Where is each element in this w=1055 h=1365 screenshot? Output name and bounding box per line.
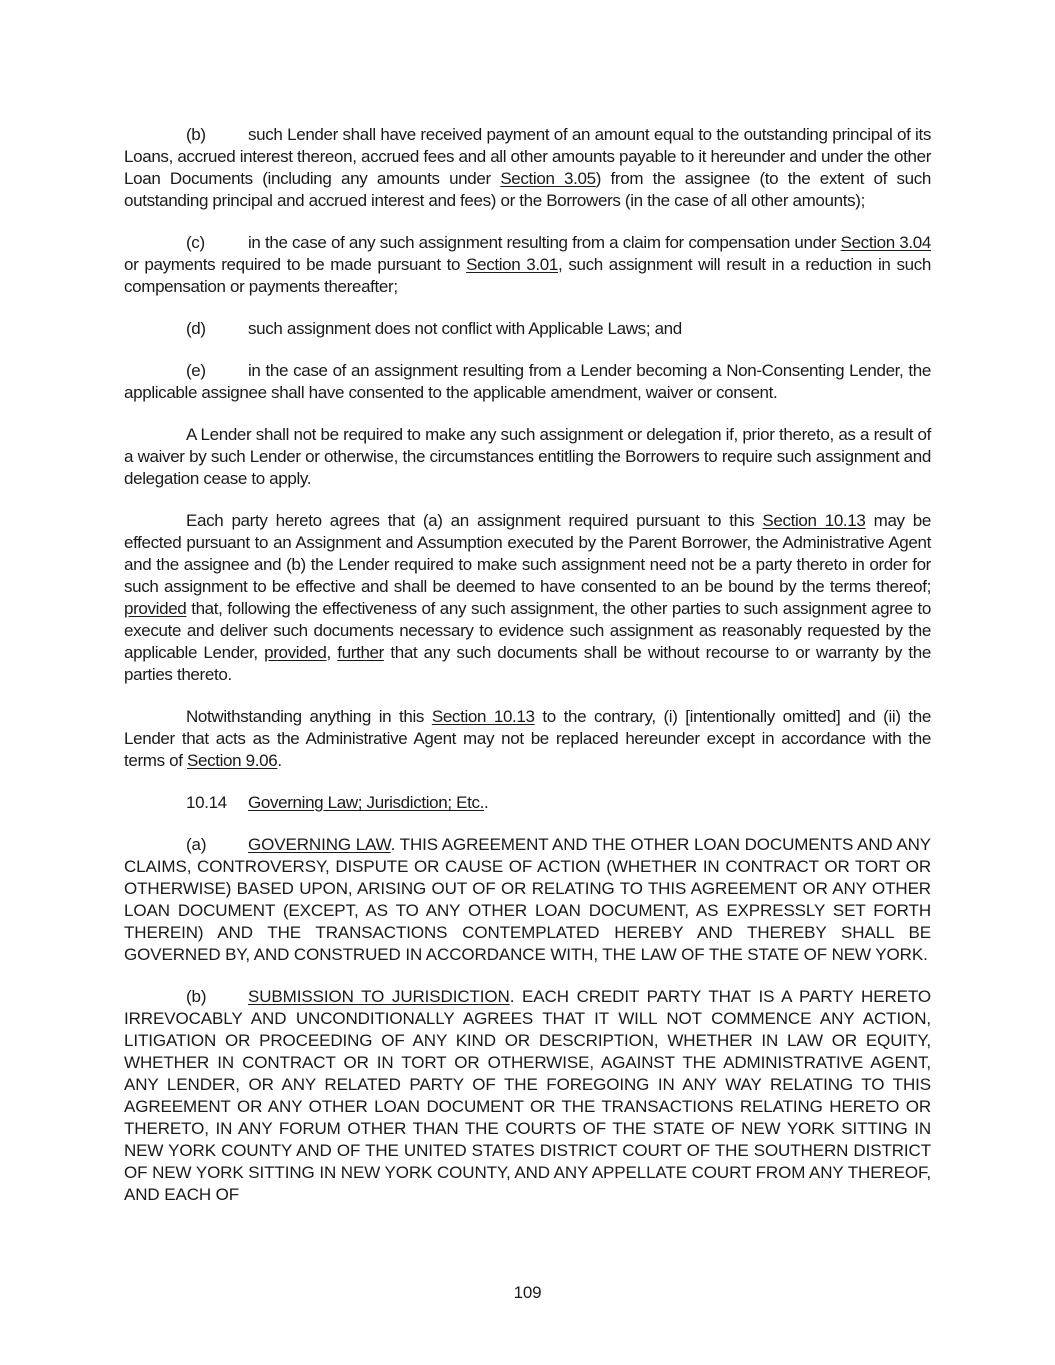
paragraph-d-applicable-laws: [124, 318, 931, 340]
paragraph-c-compensation: [124, 232, 931, 298]
paragraph-text: Each party hereto agrees that (a) an assignment required pursuant to this: [186, 511, 763, 530]
paragraph-text: .: [277, 751, 282, 770]
paragraph-text: . EACH CREDIT PARTY THAT IS A PARTY HERETO IRREVOCABLY AND UNCONDITIONALLY AGREES THAT IT WILL NOT COMMENCE ANY ACTION, LITIGATION OR PROCEEDING OF ANY KIND OR DESCRIPTION, WHETHER IN LAW OR EQUITY, WHETHER IN CONTRACT OR IN TORT OR OTHERWISE, AGAINST THE ADMINISTRATIVE AGENT, ANY LENDER, OR ANY RELATED PARTY OF THE FOREGOING IN ANY WAY RELATING TO THIS AGREEMENT OR ANY OTHER LOAN DOCUMENT OR THE TRANSACTIONS RELATING HERETO OR THERETO, IN ANY FORUM OTHER THAN THE COURTS OF THE STATE OF NEW YORK SITTING IN NEW YORK COUNTY AND OF THE UNITED STATES DISTRICT COURT OF THE SOUTHERN DISTRICT OF NEW YORK SITTING IN NEW YORK COUNTY, AND ANY APPELLATE COURT FROM ANY THEREOF, AND EACH OF: [124, 987, 931, 1204]
clause-label: (c): [186, 233, 205, 252]
defined-term: provided: [124, 599, 187, 618]
paragraph-text: that, following the effectiveness of any such assignment, the other parties to such assignment agree to execute and deliver such documents necessary to evidence such assignment as reasonably requested by the applicable Lender,: [124, 599, 931, 662]
paragraph-notwithstanding: [124, 706, 931, 772]
section-reference: Section 10.13: [431, 707, 535, 726]
paragraph-text: A Lender shall not be required to make any such assignment or delegation if, prior thereto, as a result of a waiver by such Lender or otherwise, the circumstances entitling the Borrowers to require such assignment and delegation cease to apply.: [124, 425, 931, 488]
paragraph-a-governing-law: [124, 834, 931, 966]
document-page: [124, 124, 931, 1226]
paragraph-text: , such assignment will result in a reduction in such compensation or payments thereafter;: [124, 255, 931, 296]
paragraph-text: in the case of any such assignment resulting from a claim for compensation under: [248, 233, 841, 252]
defined-term: further: [337, 643, 384, 662]
paragraph-text: to the contrary, (i) [intentionally omitted] and (ii) the Lender that acts as the Administrative Agent may not be replaced hereunder except in accordance with the terms of: [124, 707, 931, 770]
paragraph-text: . THIS AGREEMENT AND THE OTHER LOAN DOCUMENTS AND ANY CLAIMS, CONTROVERSY, DISPUTE OR CAUSE OF ACTION (WHETHER IN CONTRACT OR TORT OR OTHERWISE) BASED UPON, ARISING OUT OF OR RELATING TO THIS AGREEMENT OR ANY OTHER LOAN DOCUMENT (EXCEPT, AS TO ANY OTHER LOAN DOCUMENT, AS EXPRESSLY SET FORTH THEREIN) AND THE TRANSACTIONS CONTEMPLATED HEREBY AND THEREBY SHALL BE GOVERNED BY, AND CONSTRUED IN ACCORDANCE WITH, THE LAW OF THE STATE OF NEW YORK.: [124, 835, 931, 964]
section-heading-10-14: [124, 792, 931, 814]
section-reference: Section 10.13: [762, 511, 866, 530]
clause-label: (d): [186, 319, 206, 338]
paragraph-text: ) from the assignee (to the extent of such outstanding principal and accrued interest and fees) or the Borrowers (in the case of all other amounts);: [124, 169, 931, 210]
clause-heading: GOVERNING LAW: [248, 835, 391, 854]
clause-label: (b): [186, 125, 206, 144]
section-number: 10.14: [186, 793, 227, 812]
section-reference: Section 3.05: [500, 169, 596, 188]
paragraph-text: that any such documents shall be without recourse to or warranty by the parties thereto.: [124, 643, 932, 684]
clause-label: (b): [186, 987, 207, 1006]
paragraph-b-submission-jurisdiction: [124, 986, 931, 1206]
paragraph-text: in the case of an assignment resulting from a Lender becoming a Non-Consenting Lender, the applicable assignee shall have consented to the applicable amendment, waiver or consent.: [124, 361, 931, 402]
paragraph-text: Notwithstanding anything in this: [186, 707, 432, 726]
paragraph-e-non-consenting: [124, 360, 931, 404]
section-title-trail: .: [484, 793, 489, 812]
paragraph-each-party: [124, 510, 931, 686]
page-number: 109: [513, 1283, 542, 1302]
paragraph-b-payment: [124, 124, 931, 212]
paragraph-text: such Lender shall have received payment of an amount equal to the outstanding principal of its Loans, accrued interest thereon, accrued fees and all other amounts payable to it hereunder and under the other Loan Documents (including any amounts under: [124, 125, 931, 188]
paragraph-text: may be effected pursuant to an Assignment and Assumption executed by the Parent Borrower, the Administrative Agent and the assignee and (b) the Lender required to make such assignment need not be a party thereto in order for such assignment to be effective and shall be deemed to have consented to an be bound by the terms thereof;: [124, 511, 932, 596]
paragraph-text: ,: [326, 643, 338, 662]
section-reference: Section 3.04: [840, 233, 931, 252]
clause-label: (e): [186, 361, 206, 380]
defined-term: provided: [264, 643, 327, 662]
paragraph-text: or payments required to be made pursuant to: [124, 255, 467, 274]
section-title: Governing Law; Jurisdiction; Etc.: [248, 793, 485, 812]
section-reference: Section 3.01: [466, 255, 558, 274]
clause-label: (a): [186, 835, 207, 854]
section-reference: Section 9.06: [186, 751, 278, 770]
paragraph-text: such assignment does not conflict with Applicable Laws; and: [248, 319, 682, 338]
clause-heading: SUBMISSION TO JURISDICTION: [248, 987, 510, 1006]
paragraph-lender-waiver: [124, 424, 931, 490]
